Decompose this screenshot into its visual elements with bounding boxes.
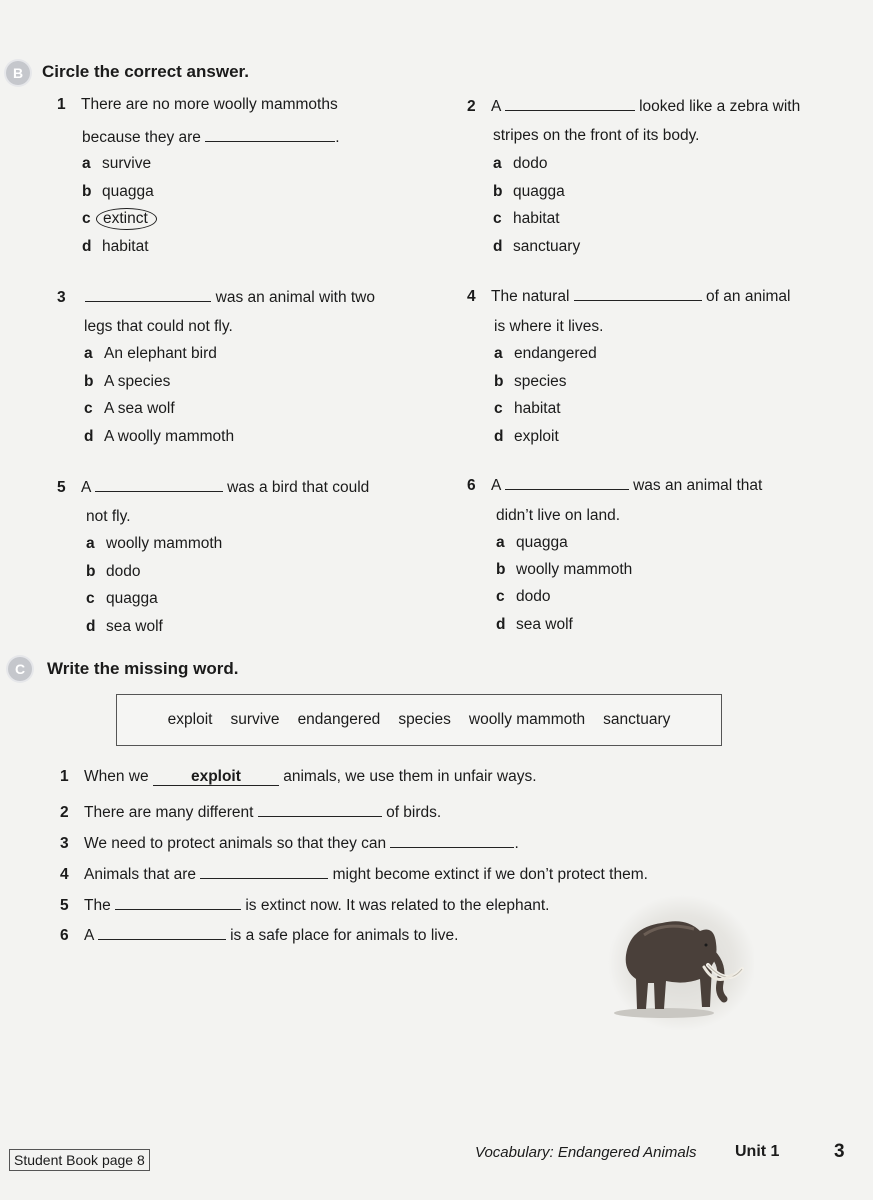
- question-text: because they are: [82, 129, 201, 146]
- sentence-text: animals, we use them in unfair ways.: [283, 768, 537, 785]
- sentence-text: is extinct now. It was related to the elephant.: [245, 897, 550, 914]
- sentence-text: is a safe place for animals to live.: [230, 927, 459, 944]
- sentence-text: of birds.: [386, 804, 442, 821]
- option-letter: a: [82, 155, 91, 172]
- sentence-text: We need to protect animals so that they can: [84, 835, 387, 852]
- option-text: A species: [104, 373, 171, 390]
- option-letter: d: [494, 428, 504, 445]
- sentence-number: 5: [60, 897, 69, 914]
- option-letter: c: [493, 210, 502, 227]
- option-letter: d: [493, 238, 503, 255]
- answer-field[interactable]: [200, 861, 328, 879]
- sentence-number: 3: [60, 835, 69, 852]
- answer-field[interactable]: [115, 892, 241, 910]
- option-text: habitat: [514, 400, 561, 417]
- option-text: A woolly mammoth: [104, 428, 235, 445]
- option-d[interactable]: [496, 616, 573, 634]
- question-2-line1: [467, 96, 800, 116]
- sentence-text: .: [514, 835, 519, 852]
- word-bank-item: woolly mammoth: [468, 711, 586, 728]
- option-text: sanctuary: [513, 238, 581, 255]
- option-c[interactable]: [86, 590, 158, 608]
- question-number: 4: [467, 288, 476, 305]
- option-letter: b: [494, 373, 504, 390]
- question-6-line2: didn’t live on land.: [496, 507, 621, 524]
- option-b[interactable]: [494, 373, 567, 391]
- option-letter: d: [82, 238, 92, 255]
- question-number: 3: [57, 289, 66, 306]
- option-letter: d: [496, 616, 506, 633]
- option-letter: b: [493, 183, 503, 200]
- option-text: sea wolf: [516, 616, 573, 633]
- sentence-5: [60, 892, 550, 915]
- option-text: dodo: [106, 563, 141, 580]
- question-number: 1: [57, 96, 66, 113]
- question-6-line1: [467, 475, 762, 495]
- answer-blank[interactable]: [205, 127, 335, 142]
- option-a[interactable]: [86, 535, 222, 553]
- answer-field[interactable]: [390, 830, 514, 848]
- option-letter: c: [82, 210, 91, 227]
- option-text: habitat: [102, 238, 149, 255]
- question-1-line1: [57, 96, 338, 114]
- sentence-number: 6: [60, 927, 69, 944]
- option-text: dodo: [513, 155, 548, 172]
- option-text: quagga: [106, 590, 158, 607]
- sentence-text: A: [84, 927, 94, 944]
- option-a[interactable]: [82, 155, 151, 173]
- option-text: exploit: [514, 428, 559, 445]
- option-text: endangered: [514, 345, 597, 362]
- option-text: quagga: [102, 183, 154, 200]
- answer-blank[interactable]: [95, 477, 223, 492]
- footer-title: Vocabulary: Endangered Animals: [475, 1144, 697, 1161]
- option-a[interactable]: [496, 534, 568, 552]
- question-4-line1: [467, 286, 791, 306]
- option-text: quagga: [513, 183, 565, 200]
- sentence-number: 1: [60, 768, 69, 785]
- answer-blank[interactable]: [85, 287, 211, 302]
- option-text: woolly mammoth: [106, 535, 223, 552]
- question-text: A: [81, 479, 91, 496]
- option-letter: c: [86, 590, 95, 607]
- option-c[interactable]: [496, 588, 550, 606]
- question-text: was an animal that: [633, 477, 763, 494]
- option-c-circled[interactable]: [82, 208, 157, 230]
- option-c[interactable]: [84, 400, 175, 418]
- sentence-6: [60, 922, 458, 945]
- answer-field[interactable]: [98, 922, 226, 940]
- option-d[interactable]: [493, 238, 580, 256]
- word-bank-item: species: [398, 711, 451, 728]
- circled-answer: extinct: [96, 208, 157, 230]
- question-5-line1: [57, 477, 369, 497]
- option-text: survive: [102, 155, 152, 172]
- question-number: 5: [57, 479, 66, 496]
- answer-blank[interactable]: [505, 475, 629, 490]
- question-4-line2: is where it lives.: [494, 318, 604, 335]
- option-d[interactable]: [84, 428, 234, 446]
- option-letter: b: [86, 563, 96, 580]
- sentence-2: [60, 799, 441, 822]
- student-book-reference: Student Book page 8: [9, 1149, 150, 1171]
- option-letter: b: [84, 373, 94, 390]
- sentence-text: There are many different: [84, 804, 254, 821]
- option-letter: a: [493, 155, 502, 172]
- option-d[interactable]: [82, 238, 149, 256]
- sentence-text: might become extinct if we don’t protect them.: [332, 866, 648, 883]
- word-bank-item: endangered: [297, 711, 381, 728]
- question-text: There are no more woolly mammoths: [81, 96, 338, 113]
- section-b-badge: B: [6, 61, 30, 85]
- answer-blank[interactable]: [574, 286, 702, 301]
- option-letter: c: [494, 400, 503, 417]
- option-b[interactable]: [493, 183, 565, 201]
- option-c[interactable]: [493, 210, 560, 228]
- word-bank-item: survive: [230, 711, 280, 728]
- option-letter: c: [84, 400, 93, 417]
- option-text: species: [514, 373, 567, 390]
- option-text: habitat: [513, 210, 560, 227]
- option-a[interactable]: [84, 345, 217, 363]
- word-bank: [116, 694, 722, 746]
- option-letter: d: [84, 428, 94, 445]
- question-1-line2: [82, 127, 340, 147]
- option-letter: a: [496, 534, 505, 551]
- section-c-instruction: Write the missing word.: [47, 659, 239, 678]
- question-text: A: [491, 98, 501, 115]
- sentence-4: [60, 861, 648, 884]
- sentence-text: When we: [84, 768, 149, 785]
- question-text: .: [335, 129, 340, 146]
- question-3-line2: legs that could not fly.: [84, 318, 233, 335]
- option-text: A sea wolf: [104, 400, 175, 417]
- sentence-number: 2: [60, 804, 69, 821]
- option-letter: c: [496, 588, 505, 605]
- answer-field[interactable]: exploit: [153, 768, 279, 786]
- word-bank-item: sanctuary: [603, 711, 671, 728]
- option-b[interactable]: [84, 373, 170, 391]
- option-text: quagga: [516, 534, 568, 551]
- option-b[interactable]: [86, 563, 140, 581]
- question-number: 6: [467, 477, 476, 494]
- option-b[interactable]: [496, 561, 632, 579]
- woolly-mammoth-illustration: [604, 895, 754, 1035]
- question-5-line2: not fly.: [86, 508, 131, 525]
- question-text: A: [491, 477, 501, 494]
- sentence-1: [60, 768, 537, 786]
- option-letter: a: [84, 345, 93, 362]
- question-2-line2: stripes on the front of its body.: [493, 127, 700, 144]
- answer-field[interactable]: [258, 799, 382, 817]
- question-text: was a bird that could: [227, 479, 370, 496]
- section-c-badge: C: [8, 657, 32, 681]
- sentence-text: Animals that are: [84, 866, 196, 883]
- option-a[interactable]: [494, 345, 597, 363]
- word-bank-item: exploit: [167, 711, 213, 728]
- option-letter: b: [496, 561, 506, 578]
- question-text: looked like a zebra with: [639, 98, 801, 115]
- question-number: 2: [467, 98, 476, 115]
- option-letter: a: [86, 535, 95, 552]
- option-a[interactable]: [493, 155, 547, 173]
- question-text: was an animal with two: [215, 289, 375, 306]
- option-letter: d: [86, 618, 96, 635]
- section-b-instruction: Circle the correct answer.: [42, 62, 249, 81]
- option-text: woolly mammoth: [516, 561, 633, 578]
- option-c[interactable]: [494, 400, 561, 418]
- question-text: The natural: [491, 288, 570, 305]
- sentence-text: The: [84, 897, 111, 914]
- question-text: of an animal: [706, 288, 791, 305]
- question-3-line1: [57, 287, 375, 307]
- option-letter: b: [82, 183, 92, 200]
- option-d[interactable]: [86, 618, 163, 636]
- sentence-number: 4: [60, 866, 69, 883]
- option-d[interactable]: [494, 428, 559, 446]
- answer-blank[interactable]: [505, 96, 635, 111]
- option-text: dodo: [516, 588, 551, 605]
- option-b[interactable]: [82, 183, 154, 201]
- sentence-3: [60, 830, 519, 853]
- option-text: An elephant bird: [104, 345, 217, 362]
- page-number: 3: [834, 1141, 845, 1162]
- unit-label: Unit 1: [735, 1143, 780, 1160]
- option-text: sea wolf: [106, 618, 163, 635]
- option-letter: a: [494, 345, 503, 362]
